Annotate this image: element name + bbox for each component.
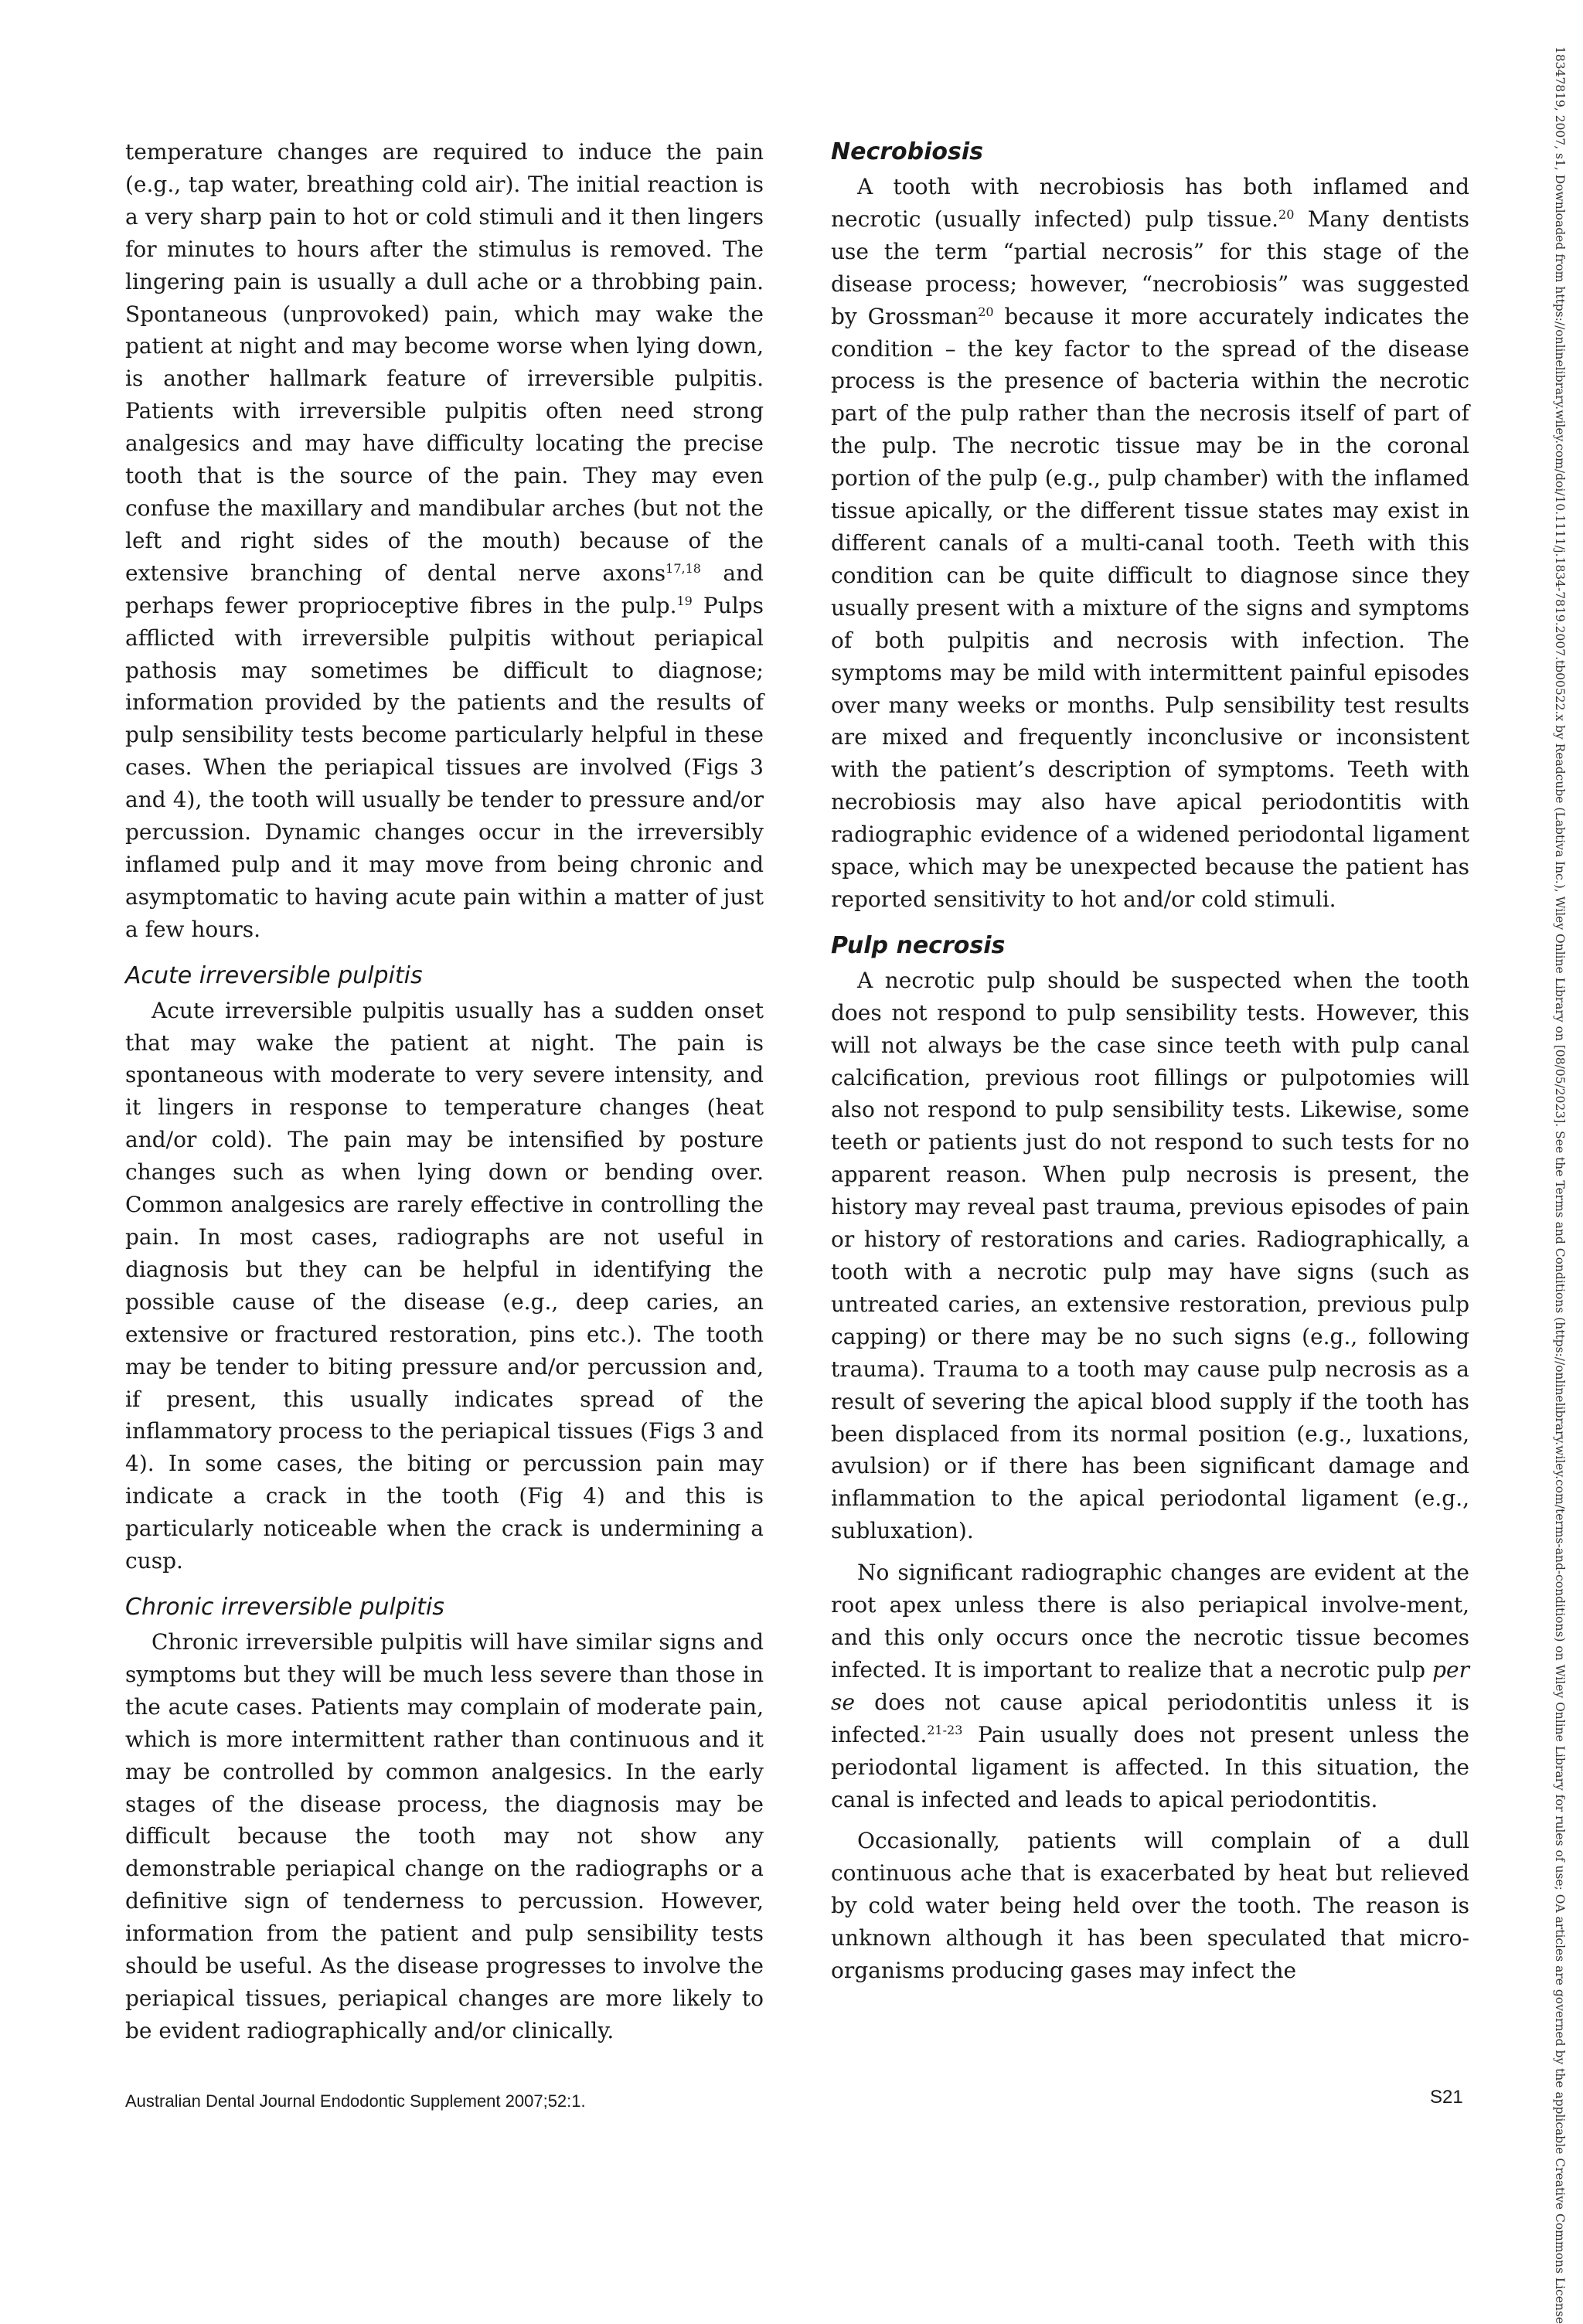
right-column [831,136,1469,1987]
footer-journal-citation: Australian Dental Journal Endodontic Supplement 2007;52:1. [125,2091,586,2111]
paragraph-necrosis-2: No significant radiographic changes are evident at the root apex unless there is also periapical involve-ment, and this only occurs once the necrotic tissue becomes infected. It is important to realize that a necrotic pulp per se does not cause apical periodontitis unless it is infected.$^{21-23}$ Pain usually does not present unless the periodontal ligament is affected. In this situation, the canal is infected and leads to apical periodontitis. [831,1560,1469,1812]
citation-superscript: 20 [978,304,994,319]
citation-superscript: 17,18 [666,560,701,576]
download-notice-text: 18347819, 2007, s1, Downloaded from https://onlinelibrary.wiley.com/doi/10.1111/j.1834-7819.2007.tb00522.x by Readcube (Labtiva Inc.), Wiley Online Library on [08/05/2023]. See the Terms and Conditions (https://onlinelibrary.wiley.com/terms-and-conditions) on Wiley Online Library for rules of use; OA articles are governed by the applicable Creative Commons License [1553,46,1567,2324]
paragraph-necrosis-3: Occasionally, patients will complain of a dull continuous ache that is exacerbated by heat but relieved by cold water being held over the tooth. The reason is unknown although it has been speculated that micro-organisms producing gases may infect the [831,1828,1469,1984]
download-margin-note [1550,46,1573,2324]
citation-superscript: 21-23 [927,1722,963,1737]
section-heading-chronic: Chronic irreversible pulpitis [125,1593,444,1621]
section-heading-necrobiosis: Necrobiosis [831,138,984,165]
paragraph-acute: Acute irreversible pulpitis usually has a sudden onset that may wake the patient at night. The pain is spontaneous with moderate to very severe intensity, and it lingers in response to temperature changes (heat and/or cold). The pain may be intensified by posture changes such as when lying down or bending over. Common analgesics are rarely effective in controlling the pain. In most cases, radiographs are not useful in diagnosis but they can be helpful in identifying the possible cause of the disease (e.g., deep caries, an extensive or fractured restoration, pins etc.). The tooth may be tender to biting pressure and/or percussion and, if present, this usually indicates spread of the inflammatory process to the periapical tissues (Figs 3 and 4). In some cases, the biting or percussion pain may indicate a crack in the tooth (Fig 4) and this is particularly noticeable when the crack is undermining a cusp. [125,997,764,1574]
paragraph-irreversible-intro: temperature changes are required to induce the pain (e.g., tap water, breathing cold air). The initial reaction is a very sharp pain to hot or cold stimuli and it then lingers for minutes to hours after the stimulus is removed. The lingering pain is usually a dull ache or a throbbing pain. Spontaneous (unprovoked) pain, which may wake the patient at night and may become worse when lying down, is another hallmark feature of irreversible pulpitis. Patients with irreversible pulpitis often need strong analgesics and may have difficulty locating the precise tooth that is the source of the pain. They may even confuse the maxillary and mandibular arches (but not the left and right sides of the mouth) because of the extensive branching of dental nerve axons$^{17,18}$ and perhaps fewer proprioceptive fibres in the pulp.$^{19}$ Pulps afflicted with irreversible pulpitis without periapical pathosis may sometimes be difficult to diagnose; information provided by the patients and the results of pulp sensibility tests become particularly helpful in these cases. When the periapical tissues are involved (Figs 3 and 4), the tooth will usually be tender to pressure and/or percussion. Dynamic changes occur in the irreversibly inflamed pulp and it may move from being chronic and asymptomatic to having acute pain within a matter of just a few hours. [125,139,764,942]
paragraph-chronic: Chronic irreversible pulpitis will have similar signs and symptoms but they will be much less severe than those in the acute cases. Patients may complain of moderate pain, which is more intermittent rather than continuous and it may be controlled by common analgesics. In the early stages of the disease process, the diagnosis may be difficult because the tooth may not show any demonstrable periapical change on the radiographs or a definitive sign of tenderness to percussion. However, information from the patient and pulp sensibility tests should be useful. As the disease progresses to involve the periapical tissues, periapical changes are more likely to be evident radiographically and/or clinically. [125,1628,764,2043]
footer-page-number: S21 [1430,2087,1463,2108]
section-heading-acute: Acute irreversible pulpitis [125,961,423,989]
paragraph-necrobiosis: A tooth with necrobiosis has both inflamed and necrotic (usually infected) pulp tissue.$^{20}$ Many dentists use the term “partial necrosis” for this stage of the disease process; however, “necrobiosis” was suggested by Grossman$^{20}$ because it more accurately indicates the condition – the key factor to the spread of the disease process is the presence of bacteria within the necrotic part of the pulp rather than the necrosis itself of part of the pulp. The necrotic tissue may be in the coronal portion of the pulp (e.g., pulp chamber) with the inflamed tissue apically, or the different tissue states may exist in different canals of a multi-canal tooth. Teeth with this condition can be quite difficult to diagnose since they usually present with a mixture of the signs and symptoms of both pulpitis and necrosis with infection. The symptoms may be mild with intermittent painful episodes over many weeks or months. Pulp sensibility test results are mixed and frequently inconclusive or inconsistent with the patient’s description of symptoms. Teeth with necrobiosis may also have apical periodontitis with radiographic evidence of a widened periodontal ligament space, which may be unexpected because the patient has reported sensitivity to hot and/or cold stimuli. [831,174,1469,912]
citation-superscript: 20 [1278,206,1295,222]
left-column [125,136,764,2047]
citation-superscript: 19 [676,593,693,608]
section-heading-pulp-necrosis: Pulp necrosis [831,931,1006,959]
paragraph-necrosis-1: A necrotic pulp should be suspected when the tooth does not respond to pulp sensibility tests. However, this will not always be the case since teeth with pulp canal calcification, previous root fillings or pulpotomies will also not respond to pulp sensibility tests. Likewise, some teeth or patients just do not respond to such tests for no apparent reason. When pulp necrosis is present, the history may reveal past trauma, previous episodes of pain or history of restorations and caries. Radiographically, a tooth with a necrotic pulp may have signs (such as untreated caries, an extensive restoration, previous pulp capping) or there may be no such signs (e.g., following trauma). Trauma to a tooth may cause pulp necrosis as a result of severing the apical blood supply if the tooth has been displaced from its normal position (e.g., luxations, avulsion) or if there has been significant damage and inflammation to the apical periodontal ligament (e.g., subluxation). [831,967,1469,1544]
